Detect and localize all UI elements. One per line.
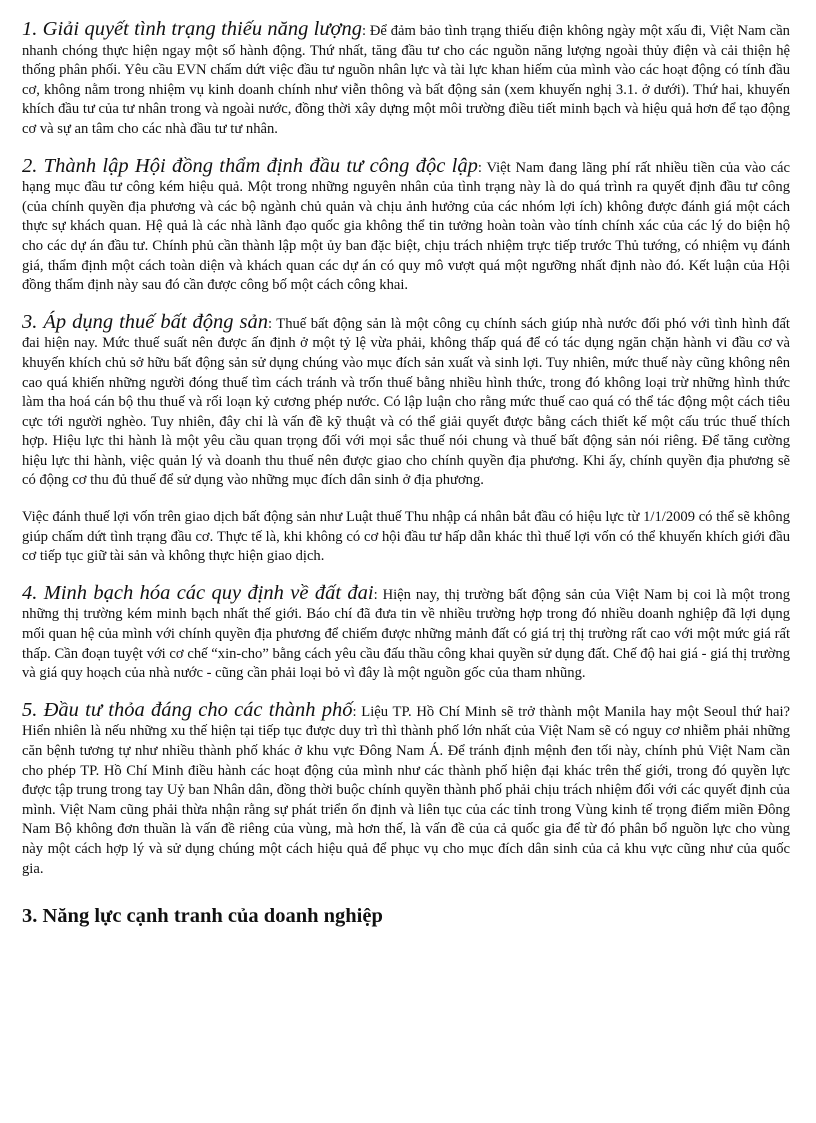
recommendation-body: : Để đảm bảo tình trạng thiếu điện không ngày một xấu đi, Việt Nam cần nhanh chóng thực hiện ngay một số hành động. Thứ nhất, tăng đầu tư cho các nguồn năng lượng ngoài thủy điện và cải thiện hệ thống phân phối. Yêu cầu EVN chấm dứt việc đầu tư nguồn nhân lực và tài lực khan hiếm của mình vào các hoạt động có tính đầu cơ, không nằm trong nhiệm vụ kinh doanh chính như viễn thông và bất động sản (xem khuyến nghị 3.1. ở dưới). Thứ hai, khuyến khích đầu tư của tư nhân trong và ngoài nước, đồng thời xây dựng một môi trường điều tiết minh bạch và hiệu quả hơn để tạo động cơ và sự an tâm cho các nhà đầu tư tư nhân. bbox=[22, 23, 790, 137]
recommendation-body: : Thuế bất động sản là một công cụ chính sách giúp nhà nước đối phó với tình hình đất đai hiện nay. Mức thuế suất nên được ấn định ở một tỷ lệ vừa phải, không thấp quá để có tác dụng ngăn chặn hành vi đầu cơ và khuyến khích chủ sở hữu bất động sản sử dụng chúng vào mục đích sản xuất và sinh lợi. Tuy nhiên, mức thuế này cũng không nên cao quá khiến những người đóng thuế tìm cách tránh và trốn thuế bằng nhiều hình thức, trong đó không loại trừ những hình thức làm tha hoá cán bộ thu thuế và rối loạn kỷ cương phép nước. Có lập luận cho rằng mức thuế cao quá có thể tác động một cách tiêu cực tới người nghèo. Tuy nhiên, đây chỉ là vấn đề kỹ thuật và có thể giải quyết được bằng cách thiết kế một cấu trúc thuế thích hợp. Hiệu lực thi hành là một yêu cầu quan trọng đối với mọi sắc thuế nói chung và thuế bất động sản nói riêng. Để tăng cường hiệu lực thi hành, việc quản lý và doanh thu thuế nên được giao cho chính quyền địa phương. Khi ấy, chính quyền địa phương sẽ có động cơ thu đủ thuế để sử dụng vào những mục đích dân sinh ở địa phương. bbox=[22, 315, 790, 489]
recommendation-heading: 2. Thành lập Hội đồng thẩm định đầu tư công độc lập bbox=[22, 154, 478, 177]
recommendation-heading: 4. Minh bạch hóa các quy định về đất đai bbox=[22, 581, 374, 604]
paragraph-body: Việc đánh thuế lợi vốn trên giao dịch bất động sản như Luật thuế Thu nhập cá nhân bắt đầu có hiệu lực từ 1/1/2009 có thể sẽ không giúp chấm dứt tình trạng đầu cơ. Thực tế là, khi không có cơ hội đầu tư hấp dẫn khác thì thuế lợi vốn có thể khuyến khích giới đầu cơ tiếp tục giữ tài sản và không thực hiện giao dịch. bbox=[22, 509, 790, 565]
recommendation-1 bbox=[22, 20, 790, 140]
recommendation-5 bbox=[22, 698, 790, 879]
section-title: 3. Năng lực cạnh tranh của doanh nghiệp bbox=[22, 905, 383, 928]
recommendation-body: : Liệu TP. Hồ Chí Minh sẽ trở thành một Manila hay một Seoul thứ hai? Hiển nhiên là nếu những xu thế hiện tại tiếp tục được duy trì thì thành phố lớn nhất của Việt Nam sẽ có nguy cơ nhiễm phải những căn bệnh tương tự như nhiều thành phố khác ở khu vực Đông Nam Á. Để tránh định mệnh đen tối này, chính phủ Việt Nam cần cho phép TP. Hồ Chí Minh điều hành các hoạt động của mình như các thành phố hiện đại khác trên thế giới, trong đó quyền lực được tập trung trong tay Uỷ ban Nhân dân, đồng thời buộc chính quyền thành phố phải chịu trách nhiệm đối với các quyết định của mình. Việt Nam cũng phải thừa nhận rằng sự phát triển ổn định và liên tục của các tỉnh trong Vùng kinh tế trọng điểm miền Đông Nam Bộ không đơn thuần là vấn đề riêng của vùng, mà hơn thế, là vấn đề của cả quốc gia để từ đó phân bổ nguồn lực cho vùng này một cách hợp lý và sử dụng chúng một cách hiệu quả để phục vụ cho mục đích dân sinh của cả khu vực cũng như của quốc gia. bbox=[22, 703, 790, 877]
recommendation-4 bbox=[22, 581, 790, 684]
recommendation-heading: 1. Giải quyết tình trạng thiếu năng lượng bbox=[22, 18, 362, 40]
recommendation-heading: 3. Áp dụng thuế bất động sản bbox=[22, 310, 268, 333]
recommendation-body: : Việt Nam đang lãng phí rất nhiều tiền của vào các hạng mục đầu tư công kém hiệu quả. Một trong những nguyên nhân của tình trạng này là do quá trình ra quyết định đầu tư công (của chính quyền địa phương và các bộ ngành chủ quản và chịu ảnh hưởng của các nhóm lợi ích) không được đánh giá một cách thực sự khách quan. Hệ quả là các nhà lãnh đạo quốc gia không thể tin tưởng hoàn toàn vào tính chính xác của các lý do biện hộ cho các dự án đầu tư. Chính phủ cần thành lập một ủy ban đặc biệt, chịu trách nhiệm trực tiếp trước Thủ tướng, có nhiệm vụ đánh giá, thẩm định một cách toàn diện và khách quan các dự án có quy mô vượt quá một ngưỡng nhất định nào đó. Kết luận của Hội đồng thẩm định này sau đó cần được công bố một cách công khai. bbox=[22, 159, 791, 294]
recommendation-3 bbox=[22, 310, 790, 491]
capital-gains-paragraph bbox=[22, 508, 790, 567]
recommendation-heading: 5. Đầu tư thỏa đáng cho các thành phố bbox=[22, 698, 353, 721]
recommendation-body: : Hiện nay, thị trường bất động sản của Việt Nam bị coi là một trong những thị trường kém minh bạch nhất thế giới. Báo chí đã đưa tin về nhiều trường hợp trong đó nhiều doanh nghiệp đã lợi dụng mối quan hệ của mình với chính quyền địa phương để chiếm được những mảnh đất có giá trị thị trường rất cao với một mức giá rất thấp. Cần đoạn tuyệt với cơ chế “xin-cho” bằng cách yêu cầu đấu thầu công khai quyền sử dụng đất. Chế độ hai giá - giá thị trường và giá quy hoạch của nhà nước - cũng cần phải loại bỏ vì đây là một nguồn gốc của tham nhũng. bbox=[22, 586, 790, 682]
recommendation-2 bbox=[22, 154, 791, 296]
